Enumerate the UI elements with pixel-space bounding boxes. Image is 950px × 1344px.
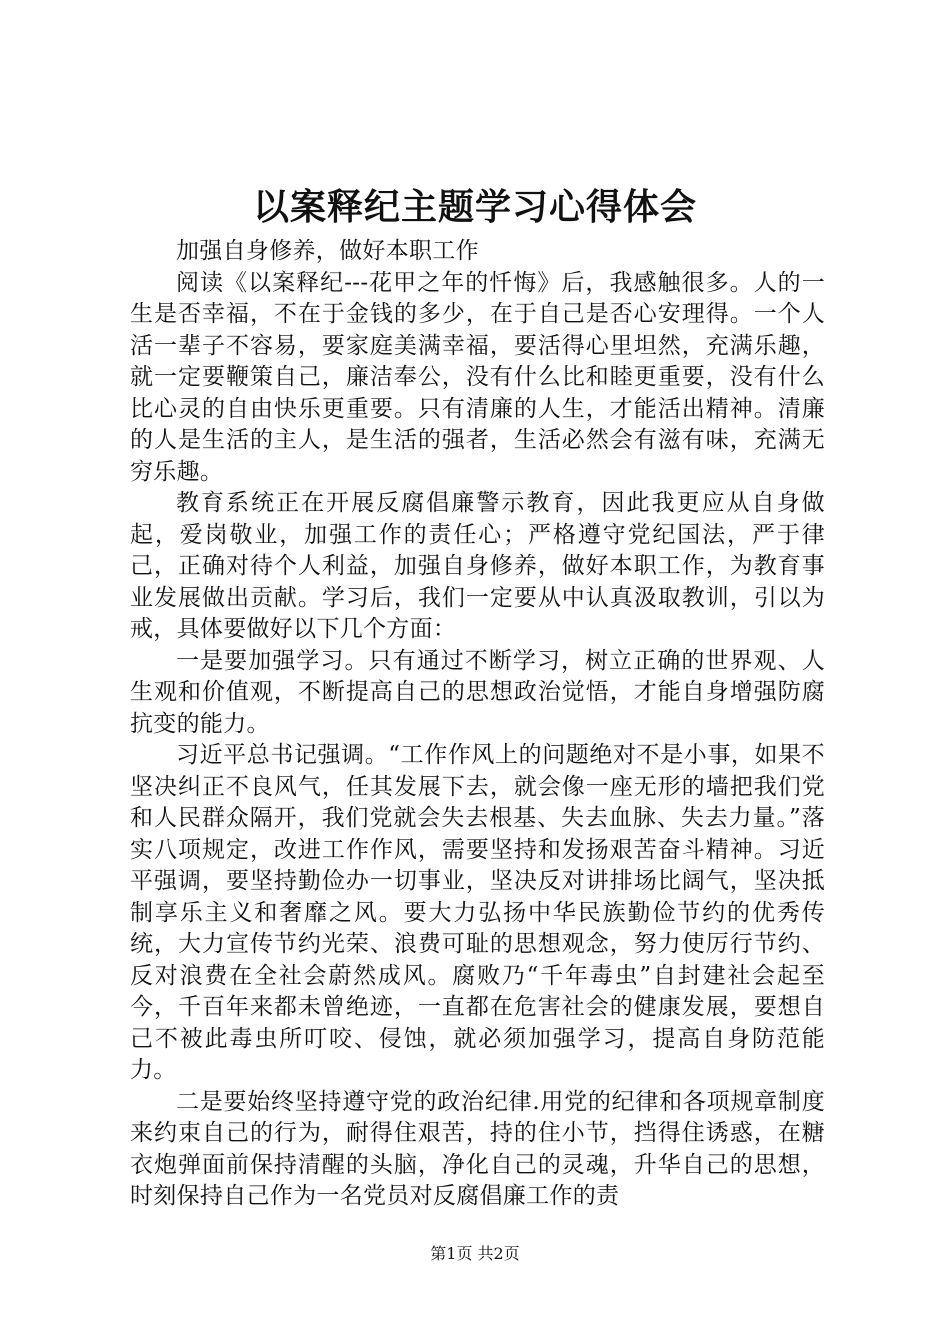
- paragraph-education-system: 教育系统正在开展反腐倡廉警示教育，因此我更应从自身做起，爱岗敬业，加强工作的责任心；严格遵守党纪国法，严于律己，正确对待个人利益，加强自身修养，做好本职工作，为教育事业发展做出贡献。学习后，我们一定要从中认真汲取教训，引以为戒，具体要做好以下几个方面：: [130, 490, 825, 642]
- paragraph-xi-quote: 习近平总书记强调。“工作作风上的问题绝对不是小事，如果不坚决纠正不良风气，任其发展下去，就会像一座无形的墙把我们党和人民群众隔开，我们党就会失去根基、失去血脉、失去力量。”落实八项规定，改进工作作风，需要坚持和发扬艰苦奋斗精神。习近平强调，要坚持勤俭办一切事业，坚决反对讲排场比阔气，坚决抵制享乐主义和奢靡之风。要大力弘扬中华民族勤俭节约的优秀传统，大力宣传节约光荣、浪费可耻的思想观念，努力使厉行节约、反对浪费在全社会蔚然成风。腐败乃“千年毒虫”自封建社会起至今，千百年来都未曾绝迹，一直都在危害社会的健康发展，要想自己不被此毒虫所叮咬、侵蚀，就必须加强学习，提高自身防范能力。: [130, 742, 825, 1083]
- paragraph-subtitle: 加强自身修养，做好本职工作: [176, 238, 479, 264]
- paragraph-point-two: 二是要始终坚持遵守党的政治纪律.用党的纪律和各项规章制度来约束自己的行为，耐得住艰苦，持的住小节，挡得住诱惑，在糖衣炮弹面前保持清醒的头脑，净化自己的灵魂，升华自己的思想，时刻保持自己作为一名党员对反腐倡廉工作的责: [130, 1088, 825, 1209]
- paragraph-point-one: 一是要加强学习。只有通过不断学习，树立正确的世界观、人生观和价值观，不断提高自己的思想政治觉悟，才能自身增强防腐抗变的能力。: [130, 647, 825, 737]
- document-body: [130, 236, 825, 1213]
- paragraph-reading-reflection: 阅读《以案释纪---花甲之年的忏悔》后，我感触很多。人的一生是否幸福，不在于金钱的多少，在于自己是否心安理得。一个人活一辈子不容易，要家庭美满幸福，要活得心里坦然，充满乐趣，就一定要鞭策自己，廉洁奉公，没有什么比和睦更重要，没有什么比心灵的自由快乐更重要。只有清廉的人生，才能活出精神。清廉的人是生活的主人，是生活的强者，生活必然会有滋有味，充满无穷乐趣。: [130, 269, 825, 485]
- document-title: 以案释纪主题学习心得体会: [252, 186, 697, 228]
- page-number-footer: 第1页 共2页: [430, 1244, 520, 1263]
